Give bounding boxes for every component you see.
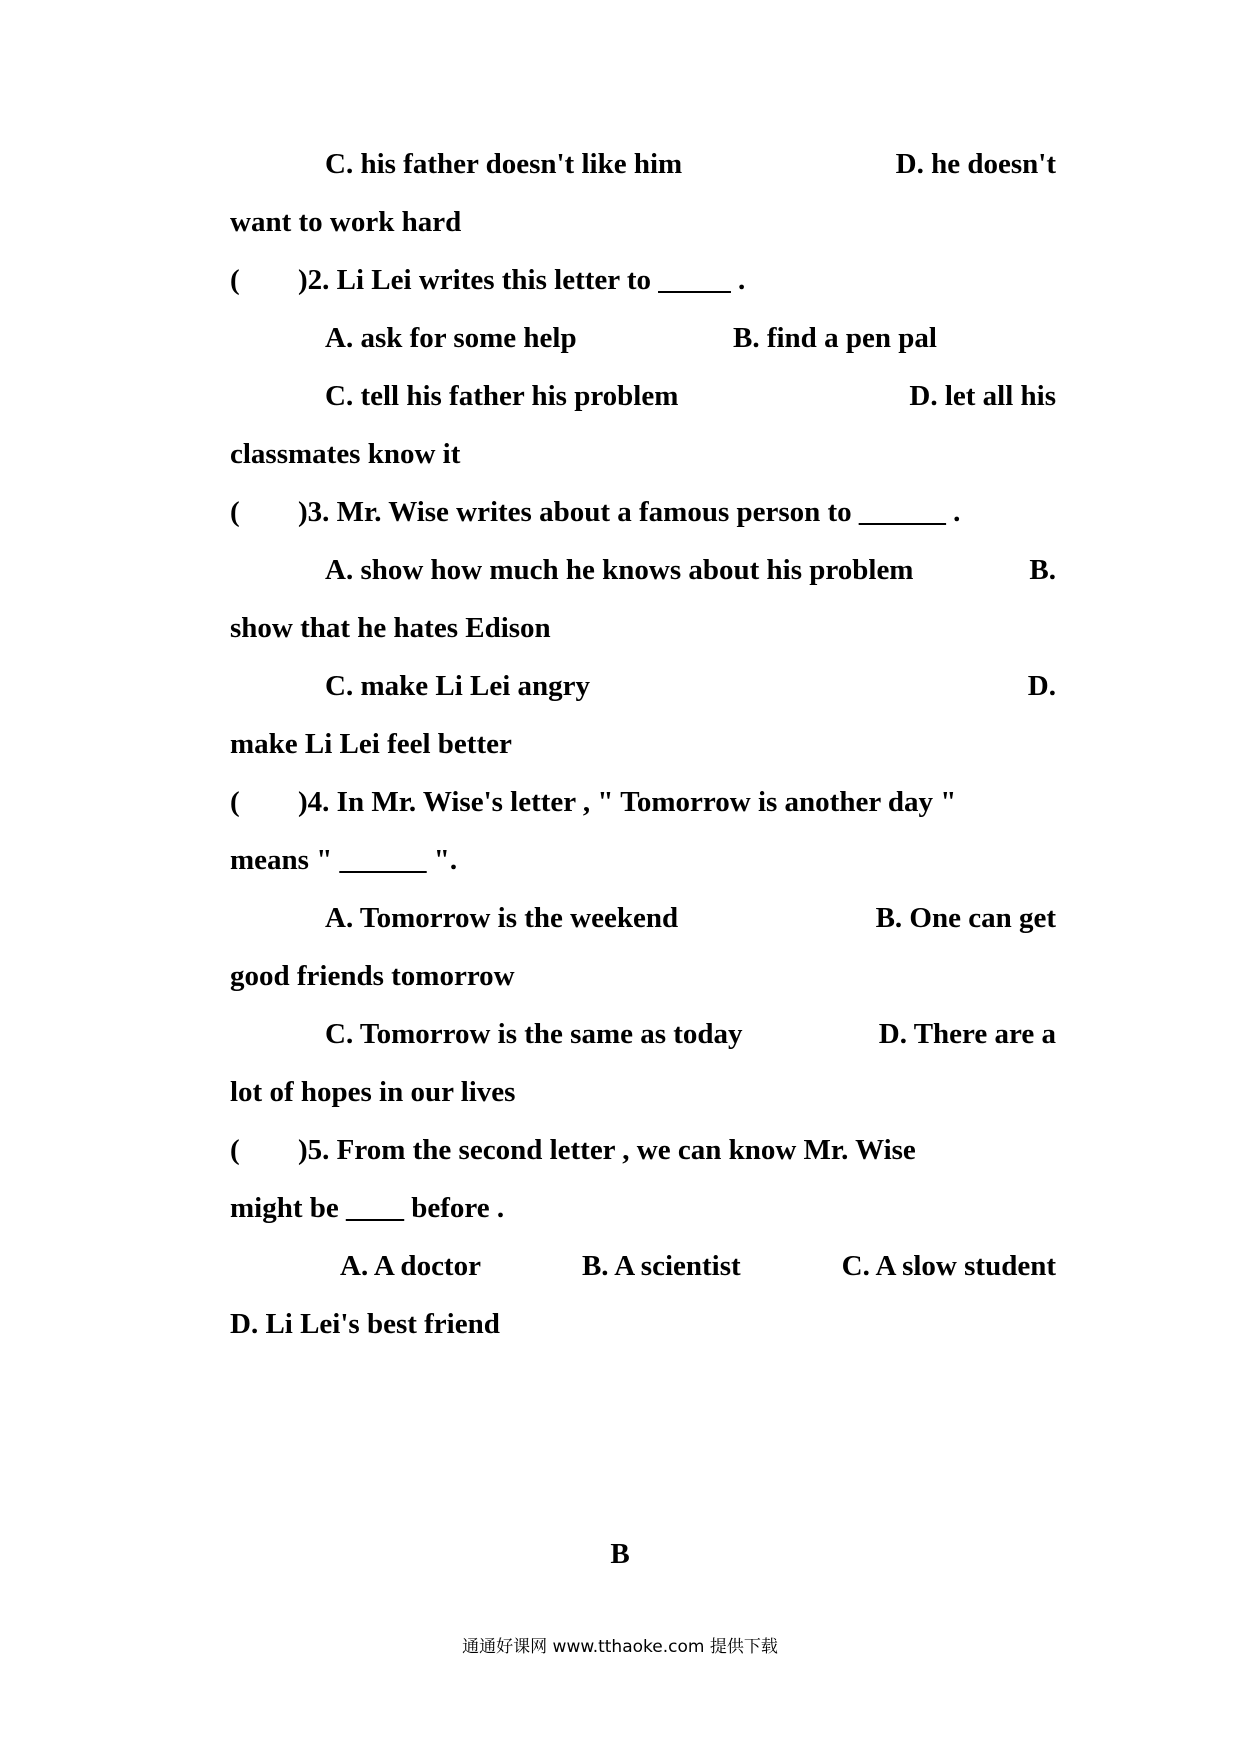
q5-option-c: C. A slow student [841, 1250, 1056, 1282]
q4-options-ab [325, 900, 1056, 936]
q3-options-cd [325, 668, 1056, 704]
q3-option-a: A. show how much he knows about his problem [325, 554, 914, 586]
q2-answer-bracket: ( [230, 264, 240, 296]
page-footer: 通通好课网 www.tthaoke.com 提供下载 [462, 1637, 778, 1657]
q4-options-cd [325, 1016, 1056, 1052]
q4-answer-bracket: ( [230, 786, 240, 818]
q3-answer-bracket: ( [230, 496, 240, 528]
q5-stem: )5. From the second letter , we can know Mr. Wise [298, 1134, 916, 1166]
q3-option-b-continued: show that he hates Edison [230, 612, 551, 644]
q3-stem: )3. Mr. Wise writes about a famous person to ______ . [298, 496, 961, 528]
q1-options-cd [325, 146, 1056, 182]
q5-stem-row [230, 1132, 1056, 1168]
q1-option-c: C. his father doesn't like him [325, 148, 683, 180]
q4-stem: )4. In Mr. Wise's letter , " Tomorrow is another day " [298, 786, 957, 818]
q4-option-b: B. One can get [875, 902, 1056, 934]
q2-option-b: B. find a pen pal [733, 322, 937, 354]
q5-option-d: D. Li Lei's best friend [230, 1308, 500, 1340]
q4-stem-continued: means " ______ ". [230, 844, 458, 876]
q5-options-abc [340, 1248, 1056, 1284]
q3-option-d: D. [1027, 670, 1056, 702]
q4-stem-row [230, 784, 1056, 820]
q2-option-a: A. ask for some help [325, 322, 577, 354]
q3-options-ab [325, 552, 1056, 588]
q3-option-d-continued: make Li Lei feel better [230, 728, 512, 760]
q4-option-a: A. Tomorrow is the weekend [325, 902, 679, 934]
q4-option-c: C. Tomorrow is the same as today [325, 1018, 743, 1050]
section-label: B [610, 1538, 630, 1570]
q2-options-ab [325, 320, 1056, 356]
q3-stem-row [230, 494, 1056, 530]
q2-option-d-continued: classmates know it [230, 438, 461, 470]
q3-option-b: B. [1029, 554, 1056, 586]
q5-option-b: B. A scientist [581, 1250, 741, 1282]
q4-option-d-continued: lot of hopes in our lives [230, 1076, 516, 1108]
q2-options-cd [325, 378, 1056, 414]
q4-option-d: D. There are a [878, 1018, 1056, 1050]
q2-stem-row [230, 262, 1056, 298]
q5-stem-continued: might be ____ before . [230, 1192, 505, 1224]
q4-option-b-continued: good friends tomorrow [230, 960, 515, 992]
q5-option-a: A. A doctor [340, 1250, 481, 1282]
q2-option-d: D. let all his [909, 380, 1056, 412]
q3-option-c: C. make Li Lei angry [325, 670, 591, 702]
q2-stem: )2. Li Lei writes this letter to _____ . [298, 264, 746, 296]
q2-option-c: C. tell his father his problem [325, 380, 679, 412]
q1-option-d: D. he doesn't [895, 148, 1056, 180]
q5-answer-bracket: ( [230, 1134, 240, 1166]
q1-option-d-continued: want to work hard [230, 206, 462, 238]
